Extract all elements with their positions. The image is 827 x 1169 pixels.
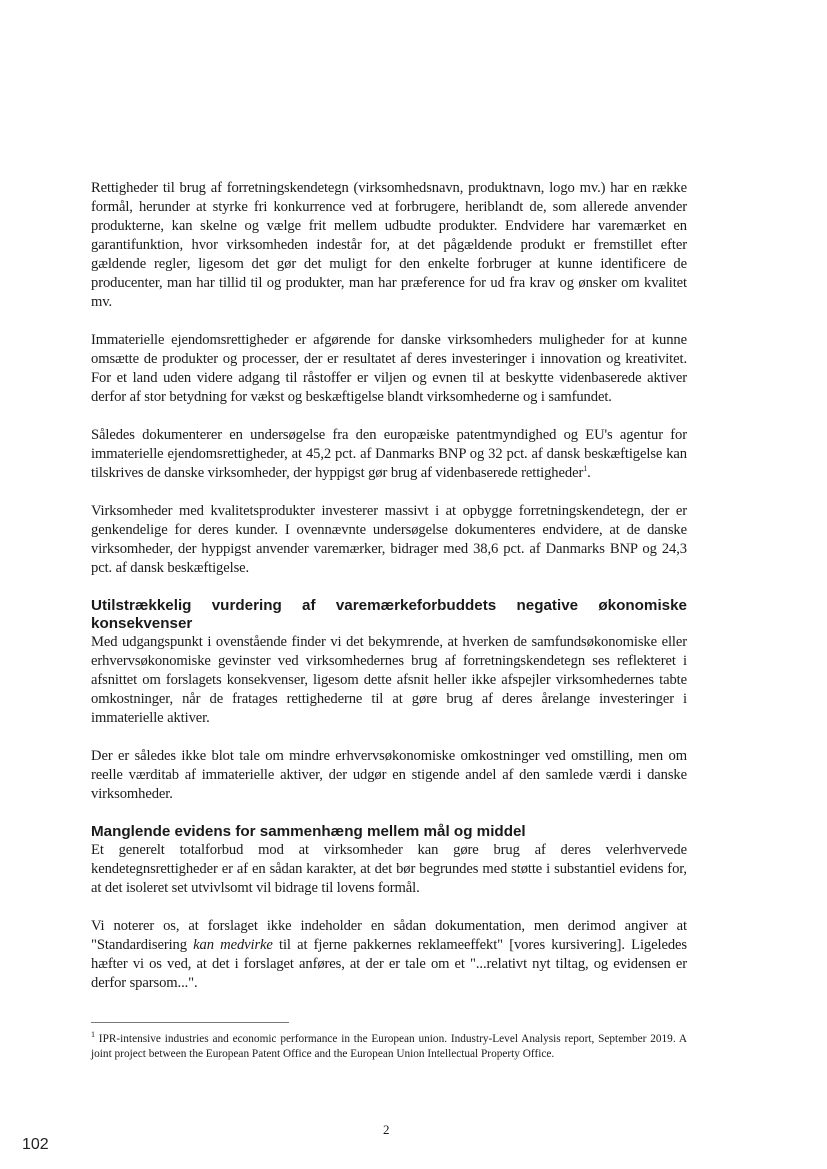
paragraph-quality-products: Virksomheder med kvalitetsprodukter investerer massivt i at opbygge forretningskendetegn, der er genkendelige for deres kunder. I ovennævnte undersøgelse dokumenteres endvidere, at de danske virksomheder, der hyppigst anvender varemærker, bidrager med 38,6 pct. af Danmarks BNP og 24,3 pct. af dansk beskæftigelse. xyxy=(91,503,687,576)
paragraph-ip-rights-importance: Immaterielle ejendomsrettigheder er afgørende for danske virksomheders muligheder for at kunne omsætte de produkter og processer, der er resultatet af deres investeringer i innovation og kreativitet. For et land uden videre adgang til råstoffer er viljen og evnen til at beskytte videnbaserede aktiver derfor af stor betydning for vækst og beskæftigelse blandt virksomhederne og i samfundet. xyxy=(91,332,687,405)
heading-missing-evidence: Manglende evidens for sammenhæng mellem mål og middel xyxy=(91,823,526,840)
footnote-marker: 1 xyxy=(91,1030,95,1040)
paragraph-trademark-purpose: Rettigheder til brug af forretningskendetegn (virksomhedsnavn, produktnavn, logo mv.) har en række formål, herunder at styrke fri konkurrence ved at forbrugere, heriblandt de, som allerede anvender produkterne, kan skelne og vælge frit mellem udbudte produkter. Endvidere har varemærket en garantifunktion, hvor virksomheden indestår for, at det pågældende produkt er fremstillet efter gældende regler, ligesom det gør det muligt for den enkelte forbruger at kunne identificere de producenter, man har tillid til og produkter, man har præference for ud fra krav og ønsker om kvalitet mv. xyxy=(91,180,687,310)
paragraph-economic-gains: Med udgangspunkt i ovenstående finder vi det bekymrende, at hverken de samfundsøkonomiske eller erhvervsøkonomiske gevinster ved virksomhedernes brug af forretningskendetegn ses reflekteret i afsnittet om forslagets konsekvenser, ligesom dette afsnit heller ikke afspejler virksomhedernes tabte omkostninger, når de fratages rettighederne til at gøre brug af deres årelange investeringer i immaterielle aktiver. xyxy=(91,634,687,726)
study-findings-text: Således dokumenterer en undersøgelse fra den europæiske patentmyndighed og EU's agentur for immaterielle ejendomsrettigheder, at 45,2 pct. af Danmarks BNP og 32 pct. af dansk beskæftigelse kan tilskrives de danske virksomheder, der hyppigst gør brug af videnbaserede rettigheder xyxy=(91,427,687,481)
page-number: 2 xyxy=(383,1122,390,1137)
paragraph-documentation xyxy=(91,917,687,993)
heading-insufficient-assessment: Utilstrækkelig vurdering af varemærkeforbuddets negative økonomiske konsekvenser xyxy=(91,597,687,632)
stamp-number: 102 xyxy=(22,1136,49,1153)
document-body xyxy=(91,179,687,993)
footnote xyxy=(91,1032,687,1061)
paragraph-study-findings xyxy=(91,426,687,483)
documentation-italic: kan medvirke xyxy=(193,937,273,953)
footnote-reference: 1 xyxy=(583,464,588,474)
paragraph-value-loss: Der er således ikke blot tale om mindre erhvervsøkonomiske omkostninger ved omstilling, men om reelle værditab af immaterielle aktiver, der udgør en stigende andel af den samlede værdi i danske virksomheder. xyxy=(91,748,687,802)
footnote-divider xyxy=(91,1022,289,1023)
study-findings-end: . xyxy=(587,465,591,481)
footnote-text: IPR-intensive industries and economic performance in the European union. Industry-Level Analysis report, September 2019. A joint project between the European Patent Office and the European Union Intellectual Property Office. xyxy=(91,1033,687,1060)
paragraph-total-ban: Et generelt totalforbud mod at virksomheder kan gøre brug af deres velerhvervede kendetegnsrettigheder er af en sådan karakter, at det bør begrundes med støtte i substantiel evidens for, at det isoleret set utvivlsomt vil bidrage til lovens formål. xyxy=(91,842,687,896)
documentation-text-start: Vi noterer os, at forslaget ikke indeholder en sådan dokumentation, men derimod angiver at "Standardisering xyxy=(91,918,687,953)
documentation-text-end: til at fjerne pakkernes reklameeffekt" [vores kursivering]. Ligeledes hæfter vi os ved, at det i forslaget anføres, at der er tale om et "...relativt nyt tiltag, og evidensen er derfor sparsom...". xyxy=(91,937,687,991)
